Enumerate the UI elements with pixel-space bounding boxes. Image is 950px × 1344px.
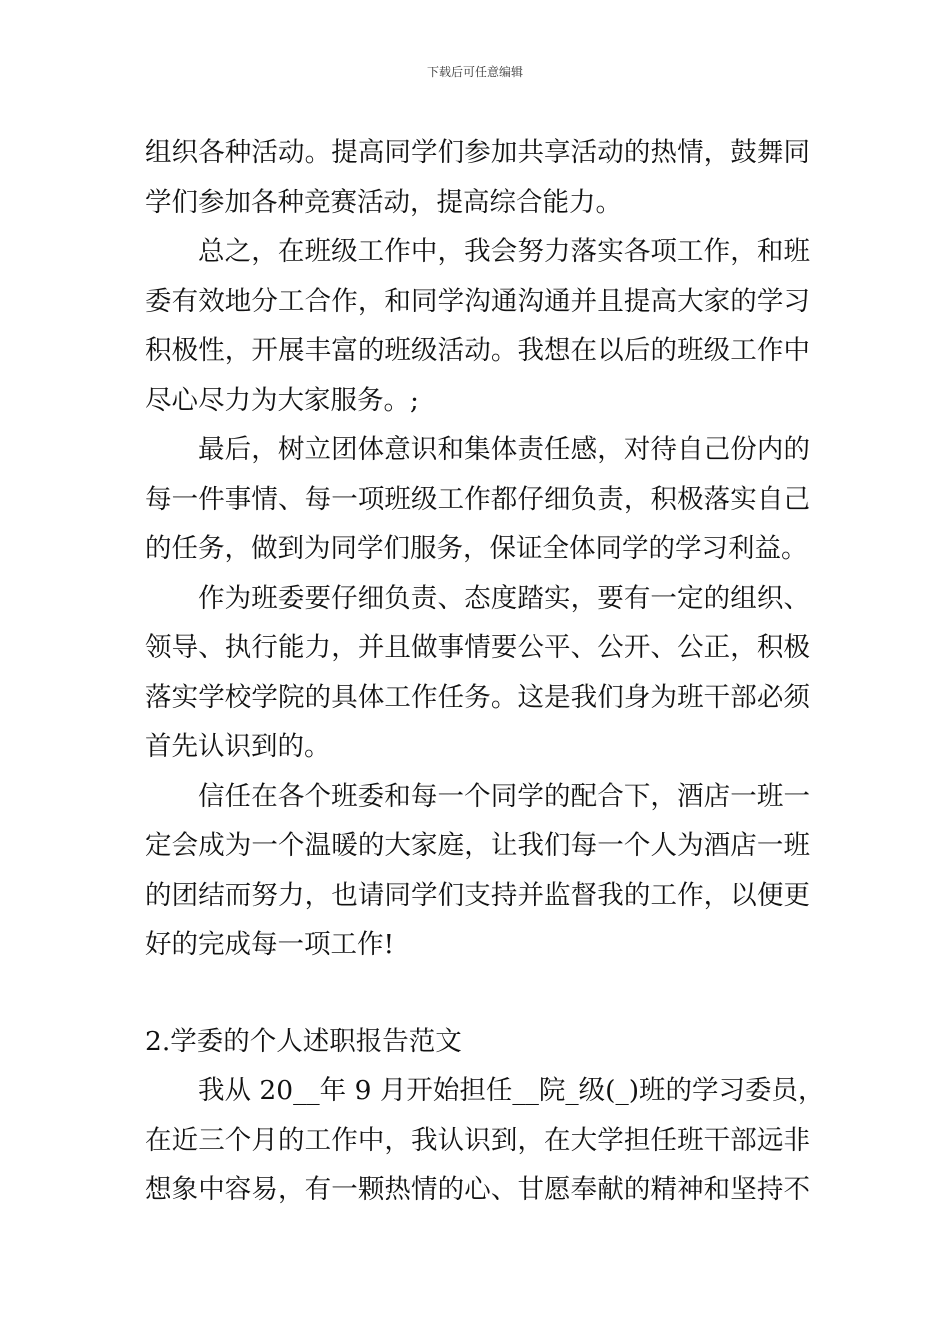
paragraph-line: 在近三个月的工作中，我认识到，在大学担任班干部远非 xyxy=(145,1124,810,1156)
paragraph-line: 好的完成每一项工作! xyxy=(145,929,395,960)
paragraph-line: 组织各种活动。提高同学们参加共享活动的热情，鼓舞同 xyxy=(145,137,810,168)
section-gap xyxy=(145,970,810,1017)
paragraph-line: 的团结而努力，也请同学们支持并监督我的工作，以便更 xyxy=(145,879,810,911)
paragraph-line: 领导、执行能力，并且做事情要公平、公开、公正，积极 xyxy=(145,632,810,663)
paragraph-line: 信任在各个班委和每一个同学的配合下，酒店一班一 xyxy=(198,780,810,812)
paragraph-line: 想象中容易，有一颗热情的心、甘愿奉献的精神和坚持不 xyxy=(145,1174,810,1205)
paragraph-line: 定会成为一个温暖的大家庭，让我们每一个人为酒店一班 xyxy=(145,830,810,861)
paragraph-line: 积极性，开展丰富的班级活动。我想在以后的班级工作中 xyxy=(145,335,810,366)
paragraph-line: 委有效地分工合作，和同学沟通沟通并且提高大家的学习 xyxy=(145,285,810,317)
paragraph-line: 的任务，做到为同学们服务，保证全体同学的学习利益。 xyxy=(145,533,808,564)
paragraph-line: 总之，在班级工作中，我会努力落实各项工作，和班 xyxy=(198,236,810,267)
paragraph-line: 落实学校学院的具体工作任务。这是我们身为班干部必须 xyxy=(145,681,810,713)
paragraph-line: 每一件事情、每一项班级工作都仔细负责，积极落实自己 xyxy=(145,483,810,515)
page-header: 下载后可任意编辑 xyxy=(426,65,523,79)
paragraph-line: 学们参加各种竞赛活动，提高综合能力。 xyxy=(145,186,622,218)
paragraph-line: 作为班委要仔细负责、态度踏实，要有一定的组织、 xyxy=(198,582,810,614)
paragraph-line: 我从 20__年 9 月开始担任__院_级(_)班的学习委员， xyxy=(198,1075,825,1106)
paragraph-line: 尽心尽力为大家服务。; xyxy=(145,384,419,416)
section-heading: 2.学委的个人述职报告范文 xyxy=(145,1025,462,1057)
document-body xyxy=(145,128,825,1215)
paragraph-line: 首先认识到的。 xyxy=(145,731,331,762)
paragraph-line: 最后，树立团体意识和集体责任感，对待自己份内的 xyxy=(198,434,810,465)
